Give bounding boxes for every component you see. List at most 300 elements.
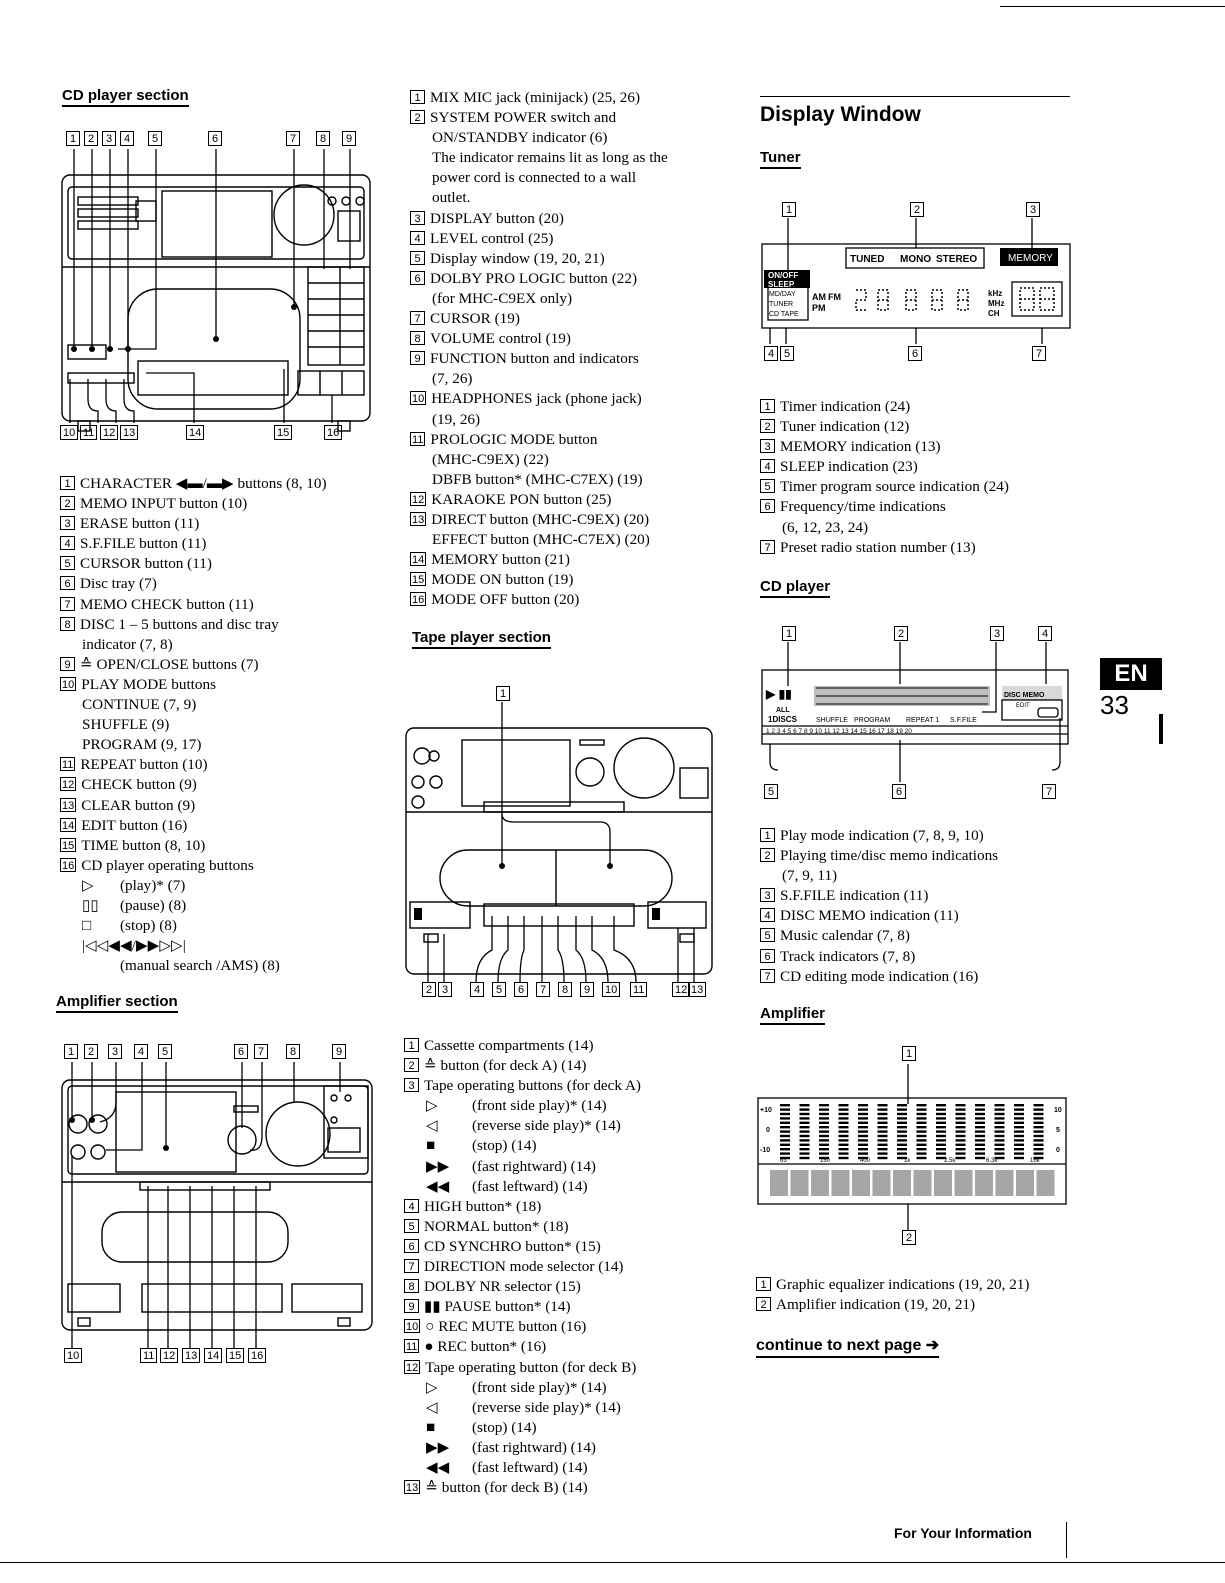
tuner-callout-bottom: 6	[908, 346, 922, 361]
amplifier-cell	[893, 1170, 911, 1196]
cd-display-drawing	[760, 642, 1072, 786]
eq-segment	[800, 1104, 810, 1106]
eq-segment	[995, 1104, 1005, 1106]
amplifier-cell	[914, 1170, 932, 1196]
list-item: ▷ (front side play)* (14)	[426, 1378, 607, 1396]
eq-segment	[897, 1144, 907, 1146]
cd-unit-drawing	[58, 149, 374, 445]
amp-callout-bottom: 11	[140, 1348, 157, 1363]
eq-segment	[878, 1130, 888, 1132]
eq-segment	[839, 1104, 849, 1106]
list-item: (manual search /AMS) (8)	[120, 957, 280, 975]
list-item: 6 Frequency/time indications	[760, 497, 1009, 517]
amplifier-cell	[852, 1170, 870, 1196]
tuner-tuner-label: TUNER	[769, 301, 794, 308]
list-item: 2 Tuner indication (12)	[760, 417, 1009, 437]
tape-callout-bottom: 10	[602, 982, 620, 997]
eq-segment	[819, 1122, 829, 1124]
eq-segment	[897, 1148, 907, 1150]
eq-segment	[995, 1117, 1005, 1119]
cd-callout-bottom: 15	[274, 425, 292, 440]
list-item: 14 MEMORY button (21)	[412, 551, 570, 569]
tape-callout-bottom: 2	[422, 982, 436, 997]
list-item: 13 CLEAR button (9)	[62, 796, 196, 814]
cd-sffile-label: S.F.FILE	[950, 717, 977, 724]
eq-segment	[780, 1104, 790, 1106]
eq-segment	[780, 1148, 790, 1150]
eq-segment	[975, 1139, 985, 1141]
eq-scale-label: 0	[766, 1127, 770, 1134]
amp-callout-top: 7	[254, 1044, 268, 1059]
eq-segment	[839, 1148, 849, 1150]
amp-callout-bottom: 12	[160, 1348, 178, 1363]
footer-text: For Your Information	[894, 1525, 1032, 1541]
eq-segment	[1034, 1113, 1044, 1115]
amp-callout-top: 3	[108, 1044, 122, 1059]
cd-discmemo-label: DISC MEMO	[1004, 692, 1045, 699]
equalizer-bars	[780, 1104, 1044, 1159]
tape-callout-bottom: 6	[514, 982, 528, 997]
cd-callout-bottom: 11	[80, 425, 97, 440]
amp-display-callout-bottom: 2	[902, 1230, 916, 1245]
eq-segment	[780, 1144, 790, 1146]
eq-segment	[975, 1108, 985, 1110]
continue-link[interactable]: continue to next page ➔	[756, 1335, 939, 1358]
cd-display-callout-top: 3	[990, 626, 1004, 641]
list-item: 10 ○ REC MUTE button (16)	[406, 1318, 587, 1336]
list-item: CONTINUE (7, 9)	[82, 696, 197, 714]
eq-segment	[800, 1122, 810, 1124]
eq-segment	[878, 1144, 888, 1146]
eq-segment	[975, 1126, 985, 1128]
amplifier-cell	[832, 1170, 850, 1196]
eq-segment	[956, 1108, 966, 1110]
eq-segment	[780, 1135, 790, 1137]
list-item: SHUFFLE (9)	[82, 716, 170, 734]
tape-section-list	[404, 1036, 641, 1498]
list-item: DBFB button* (MHC-C7EX) (19)	[432, 470, 643, 488]
cd-display-callout-bottom: 6	[892, 784, 906, 799]
cd-display-callout-bottom: 7	[1042, 784, 1056, 799]
eq-segment	[995, 1148, 1005, 1150]
eq-segment	[1034, 1130, 1044, 1132]
tuner-am-label: AM	[812, 292, 826, 302]
amplifier-cell	[955, 1170, 973, 1196]
eq-segment	[1034, 1104, 1044, 1106]
tape-callout-bottom: 9	[580, 982, 594, 997]
amp-callout-bottom: 14	[204, 1348, 222, 1363]
list-item: PROGRAM (9, 17)	[82, 736, 202, 754]
cd-all-label: ALL	[776, 707, 790, 714]
list-item: ■ (stop) (14)	[426, 1137, 537, 1155]
list-item: 1 Play mode indication (7, 8, 9, 10)	[760, 826, 998, 846]
eq-segment	[995, 1135, 1005, 1137]
list-item: (7, 26)	[432, 370, 473, 388]
eq-segment	[1014, 1126, 1024, 1128]
eq-segment	[819, 1130, 829, 1132]
cd-display-callout-top: 4	[1038, 626, 1052, 641]
list-item: 6 Track indicators (7, 8)	[760, 947, 998, 967]
eq-segment	[839, 1126, 849, 1128]
list-item: 1 Graphic equalizer indications (19, 20, 21)	[756, 1275, 1029, 1295]
list-item: 15 TIME button (8, 10)	[62, 836, 206, 854]
list-item: ◁ (reverse side play)* (14)	[426, 1117, 621, 1135]
eq-segment	[800, 1135, 810, 1137]
eq-segment	[936, 1139, 946, 1141]
cd-callout-bottom: 14	[186, 425, 204, 440]
cd-callout-bottom: 16	[324, 425, 342, 440]
tuner-callout-top: 3	[1026, 202, 1040, 217]
list-item: 11 PROLOGIC MODE button	[412, 430, 598, 448]
cd-discs-label: 1DISCS	[768, 715, 797, 724]
eq-segment	[897, 1108, 907, 1110]
eq-segment	[800, 1130, 810, 1132]
list-item: 16 CD player operating buttons	[62, 856, 254, 874]
eq-segment	[858, 1144, 868, 1146]
eq-segment	[897, 1135, 907, 1137]
cd-program-label: PROGRAM	[854, 717, 891, 724]
cd-display-list	[760, 826, 998, 987]
eq-segment	[800, 1113, 810, 1115]
list-item: 1 Timer indication (24)	[760, 397, 1009, 417]
eq-segment	[1034, 1117, 1044, 1119]
amp-display-list	[756, 1275, 1029, 1315]
tape-unit-illustration	[404, 680, 716, 1004]
eq-segment	[878, 1148, 888, 1150]
eq-segment	[878, 1113, 888, 1115]
tape-unit-drawing	[404, 702, 716, 998]
eq-segment	[1034, 1108, 1044, 1110]
eq-segment	[917, 1104, 927, 1106]
list-item: 7 CURSOR (19)	[410, 309, 668, 329]
list-item: 9 FUNCTION button and indicators	[410, 349, 668, 369]
eq-segment	[917, 1144, 927, 1146]
eq-segment	[878, 1122, 888, 1124]
eq-segment	[1034, 1148, 1044, 1150]
eq-segment	[956, 1144, 966, 1146]
eq-segment	[897, 1126, 907, 1128]
list-item: ▶▶ (fast rightward) (14)	[426, 1157, 596, 1175]
amp-unit-illustration	[58, 1044, 374, 1376]
cd-player-display-title: CD player	[760, 578, 830, 598]
list-item: (19, 26)	[432, 410, 481, 428]
display-window-rule	[760, 96, 1070, 97]
eq-segment	[936, 1126, 946, 1128]
amplifier-cell	[934, 1170, 952, 1196]
cd-unit-illustration	[58, 127, 374, 445]
eq-segment	[917, 1130, 927, 1132]
list-item: 6 Disc tray (7)	[60, 574, 327, 594]
eq-scale-label: 10	[1054, 1107, 1062, 1114]
list-item: 2 Playing time/disc memo indications	[760, 846, 998, 866]
list-item: 5 Display window (19, 20, 21)	[410, 249, 668, 269]
list-item: 3 DISPLAY button (20)	[410, 209, 668, 229]
list-item: ◀◀ (fast leftward) (14)	[426, 1458, 588, 1476]
eq-segment	[1014, 1135, 1024, 1137]
amp-callout-top: 1	[64, 1044, 78, 1059]
eq-segment	[975, 1117, 985, 1119]
eq-segment	[858, 1104, 868, 1106]
tape-callout-bottom: 3	[438, 982, 452, 997]
amp-callout-bottom: 10	[64, 1348, 82, 1363]
list-item: 7 CD editing mode indication (16)	[760, 967, 998, 987]
list-item: (6, 12, 23, 24)	[782, 518, 869, 536]
list-item: 4 HIGH button* (18)	[404, 1197, 641, 1217]
eq-segment	[858, 1130, 868, 1132]
eq-segment	[956, 1152, 966, 1154]
list-item: □ (stop) (8)	[82, 917, 177, 935]
eq-segment	[975, 1157, 985, 1159]
eq-segment	[975, 1113, 985, 1115]
list-item: 1 Cassette compartments (14)	[404, 1036, 641, 1056]
tape-callout-bottom: 4	[470, 982, 484, 997]
tape-callout-bottom: 7	[536, 982, 550, 997]
eq-segment	[839, 1113, 849, 1115]
list-item: 1 CHARACTER ◀▬/▬▶ buttons (8, 10)	[60, 474, 327, 494]
list-item: ▯▯ (pause) (8)	[82, 896, 187, 914]
list-item: EFFECT button (MHC-C7EX) (20)	[432, 531, 650, 549]
eq-segment	[839, 1157, 849, 1159]
eq-segment	[956, 1117, 966, 1119]
tuner-sleep-label: SLEEP	[768, 280, 795, 289]
bottom-rule	[0, 1562, 1225, 1563]
tape-callout-bottom: 12	[672, 982, 690, 997]
eq-segment	[839, 1122, 849, 1124]
eq-segment	[917, 1126, 927, 1128]
eq-segment	[858, 1126, 868, 1128]
eq-segment	[936, 1122, 946, 1124]
eq-segment	[819, 1117, 829, 1119]
eq-segment	[897, 1152, 907, 1154]
tape-callout-top: 1	[496, 686, 510, 701]
eq-segment	[800, 1108, 810, 1110]
eq-segment	[878, 1108, 888, 1110]
list-item: 4 LEVEL control (25)	[410, 229, 668, 249]
eq-segment	[975, 1122, 985, 1124]
list-item: 6 CD SYNCHRO button* (15)	[404, 1237, 641, 1257]
tuner-fm-label: FM	[828, 292, 841, 302]
amplifier-cell	[791, 1170, 809, 1196]
eq-segment	[858, 1113, 868, 1115]
amplifier-cell	[770, 1170, 788, 1196]
eq-freq-label: 6.3k	[986, 1158, 998, 1164]
tape-callout-bottom: 11	[630, 982, 647, 997]
eq-segment	[975, 1152, 985, 1154]
list-item: 2 ≙ button (for deck A) (14)	[404, 1056, 641, 1076]
list-item: 13 ≙ button (for deck B) (14)	[406, 1479, 588, 1497]
eq-segment	[800, 1157, 810, 1159]
list-item: 7 DIRECTION mode selector (14)	[404, 1257, 641, 1277]
eq-segment	[936, 1113, 946, 1115]
eq-segment	[1014, 1139, 1024, 1141]
eq-segment	[819, 1104, 829, 1106]
list-item: 6 DOLBY PRO LOGIC button (22)	[410, 269, 668, 289]
list-item: 12 CHECK button (9)	[62, 776, 197, 794]
cd-display-callout-top: 1	[782, 626, 796, 641]
list-item: outlet.	[432, 189, 471, 207]
list-item: 5 CURSOR button (11)	[60, 554, 327, 574]
list-item: 4 S.F.FILE button (11)	[60, 534, 327, 554]
top-rule	[1000, 6, 1225, 7]
eq-segment	[995, 1152, 1005, 1154]
eq-segment	[956, 1157, 966, 1159]
eq-segment	[897, 1117, 907, 1119]
eq-segment	[800, 1139, 810, 1141]
cd-section-title: CD player section	[62, 87, 189, 107]
list-item: ■ (stop) (14)	[426, 1418, 537, 1436]
eq-segment	[819, 1113, 829, 1115]
list-item: 12 KARAOKE PON button (25)	[412, 490, 612, 508]
eq-segment	[1034, 1152, 1044, 1154]
cd-callout-top: 4	[120, 131, 134, 146]
cd-callout-bottom: 10	[60, 425, 78, 440]
eq-freq-label: 16k	[1030, 1158, 1040, 1164]
eq-segment	[917, 1139, 927, 1141]
eq-segment	[917, 1135, 927, 1137]
tuner-callout-bottom: 4	[764, 346, 778, 361]
eq-segment	[956, 1126, 966, 1128]
eq-segment	[897, 1139, 907, 1141]
eq-segment	[936, 1135, 946, 1137]
list-item: 4 DISC MEMO indication (11)	[760, 906, 998, 926]
eq-segment	[1014, 1122, 1024, 1124]
eq-segment	[1014, 1113, 1024, 1115]
eq-segment	[800, 1152, 810, 1154]
list-item: 3 S.F.FILE indication (11)	[760, 886, 998, 906]
eq-segment	[995, 1126, 1005, 1128]
list-item: 10 HEADPHONES jack (phone jack)	[412, 390, 642, 408]
eq-segment	[858, 1117, 868, 1119]
eq-segment	[956, 1135, 966, 1137]
language-badge: EN	[1100, 658, 1162, 690]
eq-segment	[780, 1130, 790, 1132]
list-item: 10 PLAY MODE buttons	[62, 675, 216, 693]
amplifier-indicator-cells	[770, 1170, 1055, 1196]
list-item: 2 Amplifier indication (19, 20, 21)	[756, 1295, 1029, 1315]
amp-unit-drawing	[58, 1062, 374, 1352]
eq-segment	[995, 1108, 1005, 1110]
eq-segment	[839, 1135, 849, 1137]
cd-display-callout-top: 2	[894, 626, 908, 641]
eq-freq-label: 400	[860, 1158, 871, 1164]
tape-section-title: Tape player section	[412, 629, 551, 649]
tuner-pm-label: PM	[812, 303, 826, 313]
tuner-mhz-label: MHz	[988, 299, 1005, 308]
tape-callout-bottom: 13	[688, 982, 706, 997]
cd-callout-top: 6	[208, 131, 222, 146]
eq-segment	[936, 1117, 946, 1119]
eq-segment	[819, 1139, 829, 1141]
amplifier-cell	[1037, 1170, 1055, 1196]
eq-segment	[956, 1122, 966, 1124]
eq-segment	[917, 1148, 927, 1150]
list-item: indicator (7, 8)	[82, 635, 173, 653]
eq-segment	[780, 1152, 790, 1154]
cd-callout-bottom: 13	[120, 425, 138, 440]
tuner-mdday-label: MD/DAY	[769, 291, 796, 298]
list-item: 14 EDIT button (16)	[62, 816, 188, 834]
eq-segment	[780, 1139, 790, 1141]
list-item: 9 ≙ OPEN/CLOSE buttons (7)	[60, 655, 327, 675]
eq-segment	[917, 1152, 927, 1154]
list-item: (for MHC-C9EX only)	[432, 289, 573, 307]
list-item: The indicator remains lit as long as the	[432, 149, 668, 167]
eq-segment	[917, 1157, 927, 1159]
tuner-callout-top: 2	[910, 202, 924, 217]
list-item: 11 REPEAT button (10)	[62, 756, 208, 774]
eq-segment	[819, 1126, 829, 1128]
list-item: 8 DISC 1 – 5 buttons and disc tray	[60, 615, 327, 635]
eq-segment	[839, 1117, 849, 1119]
eq-segment	[936, 1130, 946, 1132]
list-item: 7 Preset radio station number (13)	[760, 538, 1009, 558]
display-window-title: Display Window	[760, 103, 921, 126]
tuner-display-drawing	[760, 218, 1072, 348]
eq-segment	[897, 1122, 907, 1124]
list-item: (7, 9, 11)	[782, 867, 838, 885]
eq-segment	[1034, 1135, 1044, 1137]
eq-segment	[839, 1144, 849, 1146]
cd-edit-label: EDIT	[1016, 703, 1030, 709]
eq-segment	[1014, 1152, 1024, 1154]
tuner-callout-bottom: 5	[780, 346, 794, 361]
eq-segment	[800, 1144, 810, 1146]
tuner-callout-top: 1	[782, 202, 796, 217]
amplifier-cell	[996, 1170, 1014, 1196]
eq-segment	[936, 1104, 946, 1106]
cd-callout-top: 7	[286, 131, 300, 146]
eq-segment	[956, 1139, 966, 1141]
amp-callout-top: 9	[332, 1044, 346, 1059]
list-item: power cord is connected to a wall	[432, 169, 637, 187]
amp-callout-top: 4	[134, 1044, 148, 1059]
list-item: 3 MEMORY indication (13)	[760, 437, 1009, 457]
eq-segment	[800, 1126, 810, 1128]
eq-scale-label: 0	[1056, 1147, 1060, 1154]
list-item: 2 SYSTEM POWER switch and	[410, 108, 668, 128]
amp-display-callout-top: 1	[902, 1046, 916, 1061]
eq-segment	[878, 1152, 888, 1154]
tuner-stereo-label: STEREO	[936, 254, 978, 265]
amp-display-drawing	[756, 1060, 1072, 1230]
eq-segment	[1034, 1144, 1044, 1146]
eq-segment	[858, 1139, 868, 1141]
eq-segment	[975, 1135, 985, 1137]
main-unit-list	[410, 88, 668, 610]
eq-segment	[819, 1135, 829, 1137]
tuner-title: Tuner	[760, 149, 801, 169]
eq-segment	[1014, 1104, 1024, 1106]
eq-segment	[819, 1108, 829, 1110]
eq-segment	[858, 1135, 868, 1137]
eq-segment	[1034, 1122, 1044, 1124]
cd-callout-top: 1	[66, 131, 80, 146]
list-item: 15 MODE ON button (19)	[412, 571, 574, 589]
eq-segment	[839, 1108, 849, 1110]
list-item: ▶▶ (fast rightward) (14)	[426, 1438, 596, 1456]
list-item: 11 ● REC button* (16)	[406, 1338, 547, 1356]
list-item: 5 Timer program source indication (24)	[760, 477, 1009, 497]
list-item: 4 SLEEP indication (23)	[760, 457, 1009, 477]
tuner-memory-label: MEMORY	[1008, 253, 1053, 264]
eq-segment	[897, 1113, 907, 1115]
eq-segment	[917, 1113, 927, 1115]
eq-segment	[975, 1148, 985, 1150]
eq-segment	[839, 1152, 849, 1154]
eq-segment	[897, 1104, 907, 1106]
eq-scale-label: 5	[1056, 1127, 1060, 1134]
eq-freq-label: 2.5k	[944, 1158, 956, 1164]
